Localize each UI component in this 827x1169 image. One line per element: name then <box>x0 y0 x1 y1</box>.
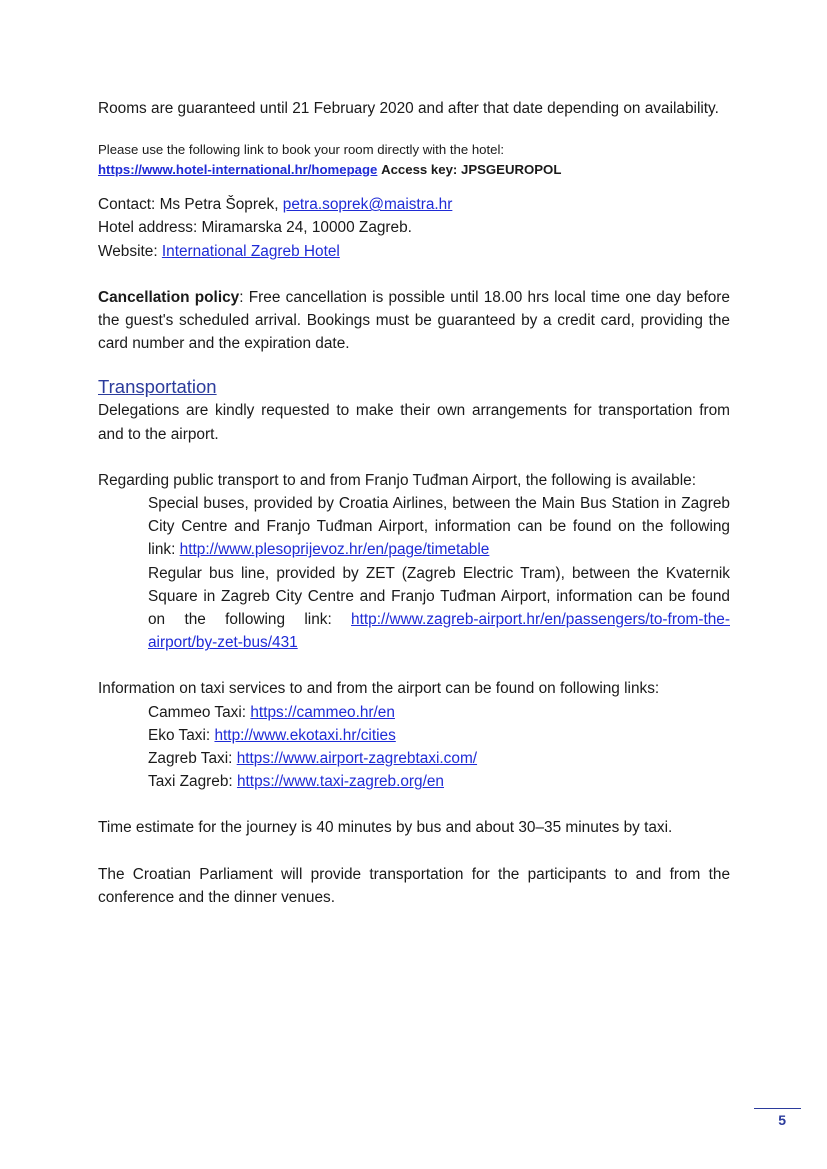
taxi-link[interactable]: https://www.taxi-zagreb.org/en <box>236 773 444 791</box>
transportation-heading: Transportation <box>98 376 217 398</box>
booking-link[interactable]: https://www.hotel-international.hr/homepage <box>98 161 378 177</box>
public-transport-intro: Regarding public transport to and from Franjo Tuđman Airport, the following is available: <box>98 471 696 489</box>
hotel-address: Hotel address: Miramarska 24, 10000 Zagreb. <box>98 219 412 237</box>
taxi-item <box>98 770 730 793</box>
website-line <box>98 240 730 263</box>
website-label: Website: <box>98 242 162 260</box>
booking-line <box>98 160 730 180</box>
special-bus-item <box>98 492 730 562</box>
cancellation-text: : Free cancellation is possible until 18.00 hrs local time one day before the guest's scheduled arrival. Bookings must be guaranteed by a credit card, providing the card number and the expiration date. <box>98 288 730 353</box>
document-page <box>98 97 730 909</box>
taxi-item <box>98 724 730 747</box>
regular-bus-link[interactable]: http://www.zagreb-airport.hr/en/passengers/to-from-the-airport/by-zet-bus/431 <box>148 611 730 652</box>
cancellation-paragraph <box>98 286 730 356</box>
taxi-link[interactable]: http://www.ekotaxi.hr/cities <box>214 726 396 744</box>
contact-email-link[interactable]: petra.soprek@maistra.hr <box>282 196 453 214</box>
transportation-intro: Delegations are kindly requested to make their own arrangements for transportation from and to the airport. <box>98 402 730 443</box>
footer-divider <box>754 1108 801 1109</box>
regular-bus-text: Regular bus line, provided by ZET (Zagreb Electric Tram), between the Kvaternik Square in Zagreb City Centre and Franjo Tuđman Airport, information can be found on the following link: <box>148 564 730 629</box>
taxi-label: Eko Taxi: <box>148 726 215 744</box>
page-number: 5 <box>778 1112 786 1128</box>
parliament-note-paragraph: The Croatian Parliament will provide transportation for the participants to and from the conference and the dinner venues. <box>98 865 730 906</box>
cancellation-label: Cancellation policy <box>98 288 240 306</box>
taxi-link[interactable]: https://www.airport-zagrebtaxi.com/ <box>236 750 478 768</box>
taxi-label: Cammeo Taxi: <box>148 703 251 721</box>
website-link[interactable]: International Zagreb Hotel <box>161 242 340 260</box>
booking-intro: Please use the following link to book your room directly with the hotel: <box>98 142 505 158</box>
contact-line <box>98 193 730 216</box>
taxi-label: Taxi Zagreb: <box>148 773 237 791</box>
special-bus-link[interactable]: http://www.plesoprijevoz.hr/en/page/timetable <box>179 541 490 559</box>
time-estimate-paragraph: Time estimate for the journey is 40 minutes by bus and about 30–35 minutes by taxi. <box>98 819 673 837</box>
taxi-label: Zagreb Taxi: <box>148 750 237 768</box>
access-key: Access key: JPSGEUROPOL <box>381 161 562 177</box>
taxi-intro: Information on taxi services to and from the airport can be found on following links: <box>98 680 660 698</box>
taxi-item <box>98 701 730 724</box>
regular-bus-item <box>98 562 730 655</box>
special-bus-text: Special buses, provided by Croatia Airlines, between the Main Bus Station in Zagreb City Centre and Franjo Tuđman Airport, information can be found on the following link: <box>148 495 730 559</box>
contact-label: Contact: Ms Petra Šoprek, <box>98 196 283 214</box>
taxi-link[interactable]: https://cammeo.hr/en <box>250 703 395 721</box>
rooms-guarantee-paragraph: Rooms are guaranteed until 21 February 2020 and after that date depending on availability. <box>98 100 719 117</box>
taxi-item <box>98 747 730 770</box>
